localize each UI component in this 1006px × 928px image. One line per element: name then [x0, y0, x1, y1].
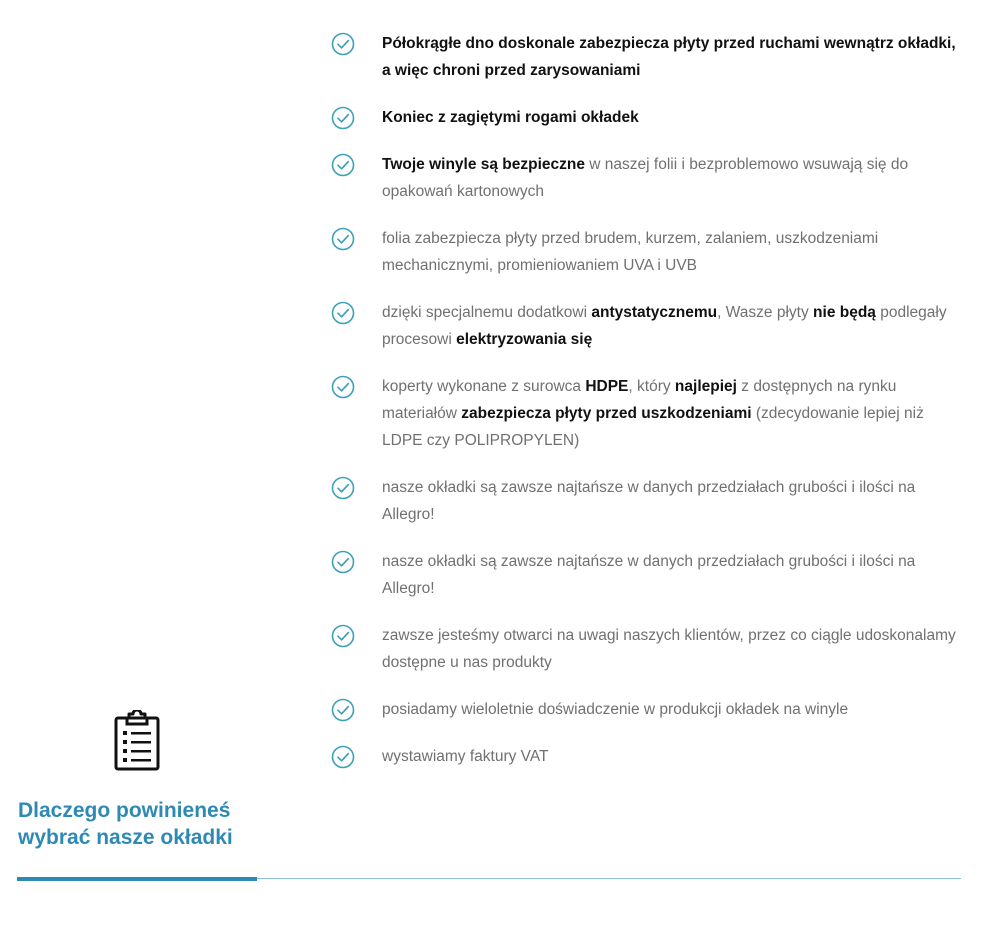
check-circle-icon: [331, 301, 355, 325]
check-circle-icon: [331, 375, 355, 399]
check-circle-icon: [331, 476, 355, 500]
check-circle-icon: [331, 745, 355, 769]
feature-item: [330, 548, 960, 602]
feature-text: [382, 474, 960, 528]
section-divider-accent: [17, 877, 257, 881]
section-title-line-2: wybrać nasze okładki: [18, 826, 233, 849]
feature-list: [330, 30, 960, 770]
feature-item: [330, 151, 960, 205]
feature-plain-text: w naszej folii i bezproblemowo wsuwają się do opakowań kartonowych: [382, 156, 909, 200]
feature-text: [382, 30, 960, 84]
feature-plain-text: zawsze jesteśmy otwarci na uwagi naszych klientów, przez co ciągle udoskonalamy dostępne u nas produkty: [382, 627, 956, 671]
feature-text: [382, 299, 960, 353]
feature-text: [382, 743, 960, 770]
feature-item: [330, 373, 960, 454]
section-title: [18, 797, 318, 851]
check-circle-icon: [331, 624, 355, 648]
feature-plain-text: folia zabezpiecza płyty przed brudem, kurzem, zalaniem, uszkodzeniami mechanicznymi, promieniowaniem UVA i UVB: [382, 230, 879, 274]
feature-text: [382, 622, 960, 676]
feature-text: [382, 548, 960, 602]
feature-plain-text: nasze okładki są zawsze najtańsze w danych przedziałach grubości i ilości na Allegro!: [382, 553, 916, 597]
feature-item: [330, 299, 960, 353]
feature-plain-text: dzięki specjalnemu dodatkowi: [382, 304, 592, 321]
feature-bold-text: elektryzowania się: [456, 331, 593, 348]
feature-plain-text: nasze okładki są zawsze najtańsze w danych przedziałach grubości i ilości na Allegro!: [382, 479, 916, 523]
feature-text: [382, 373, 960, 454]
feature-plain-text: , Wasze płyty: [717, 304, 814, 321]
feature-plain-text: , który: [628, 378, 675, 395]
feature-plain-text: (zdecydowanie lepiej niż LDPE czy POLIPROPYLEN): [382, 405, 924, 449]
feature-plain-text: koperty wykonane z surowca: [382, 378, 586, 395]
check-circle-icon: [331, 550, 355, 574]
check-circle-icon: [331, 106, 355, 130]
feature-bold-text: zabezpiecza płyty przed uszkodzeniami: [461, 405, 752, 422]
feature-plain-text: wystawiamy faktury VAT: [382, 748, 549, 765]
feature-plain-text: z dostępnych na rynku materiałów: [382, 378, 897, 422]
clipboard-list-icon: [113, 710, 161, 772]
feature-bold-text: Twoje winyle są bezpieczne: [382, 156, 585, 173]
check-circle-icon: [331, 153, 355, 177]
feature-bold-text: najlepiej: [674, 378, 737, 395]
feature-bold-text: Półokrągłe dno doskonale zabezpiecza płyty przed ruchami wewnątrz okładki, a więc chroni przed zarysowaniami: [382, 35, 956, 79]
feature-item: [330, 743, 960, 770]
feature-item: [330, 474, 960, 528]
feature-bold-text: Koniec z zagiętymi rogami okładek: [382, 109, 639, 126]
feature-plain-text: posiadamy wieloletnie doświadczenie w produkcji okładek na winyle: [382, 701, 849, 718]
feature-text: [382, 225, 960, 279]
feature-item: [330, 30, 960, 84]
check-circle-icon: [331, 698, 355, 722]
check-circle-icon: [331, 32, 355, 56]
feature-text: [382, 151, 960, 205]
feature-text: [382, 696, 960, 723]
feature-bold-text: nie będą: [813, 304, 876, 321]
feature-plain-text: podlegały procesowi: [382, 304, 947, 348]
feature-item: [330, 225, 960, 279]
feature-text: [382, 104, 960, 131]
feature-bold-text: antystatycznemu: [591, 304, 718, 321]
feature-item: [330, 696, 960, 723]
check-circle-icon: [331, 227, 355, 251]
section-title-line-1: Dlaczego powinieneś: [18, 799, 231, 822]
feature-bold-text: HDPE: [585, 378, 629, 395]
feature-item: [330, 622, 960, 676]
feature-item: [330, 104, 960, 131]
